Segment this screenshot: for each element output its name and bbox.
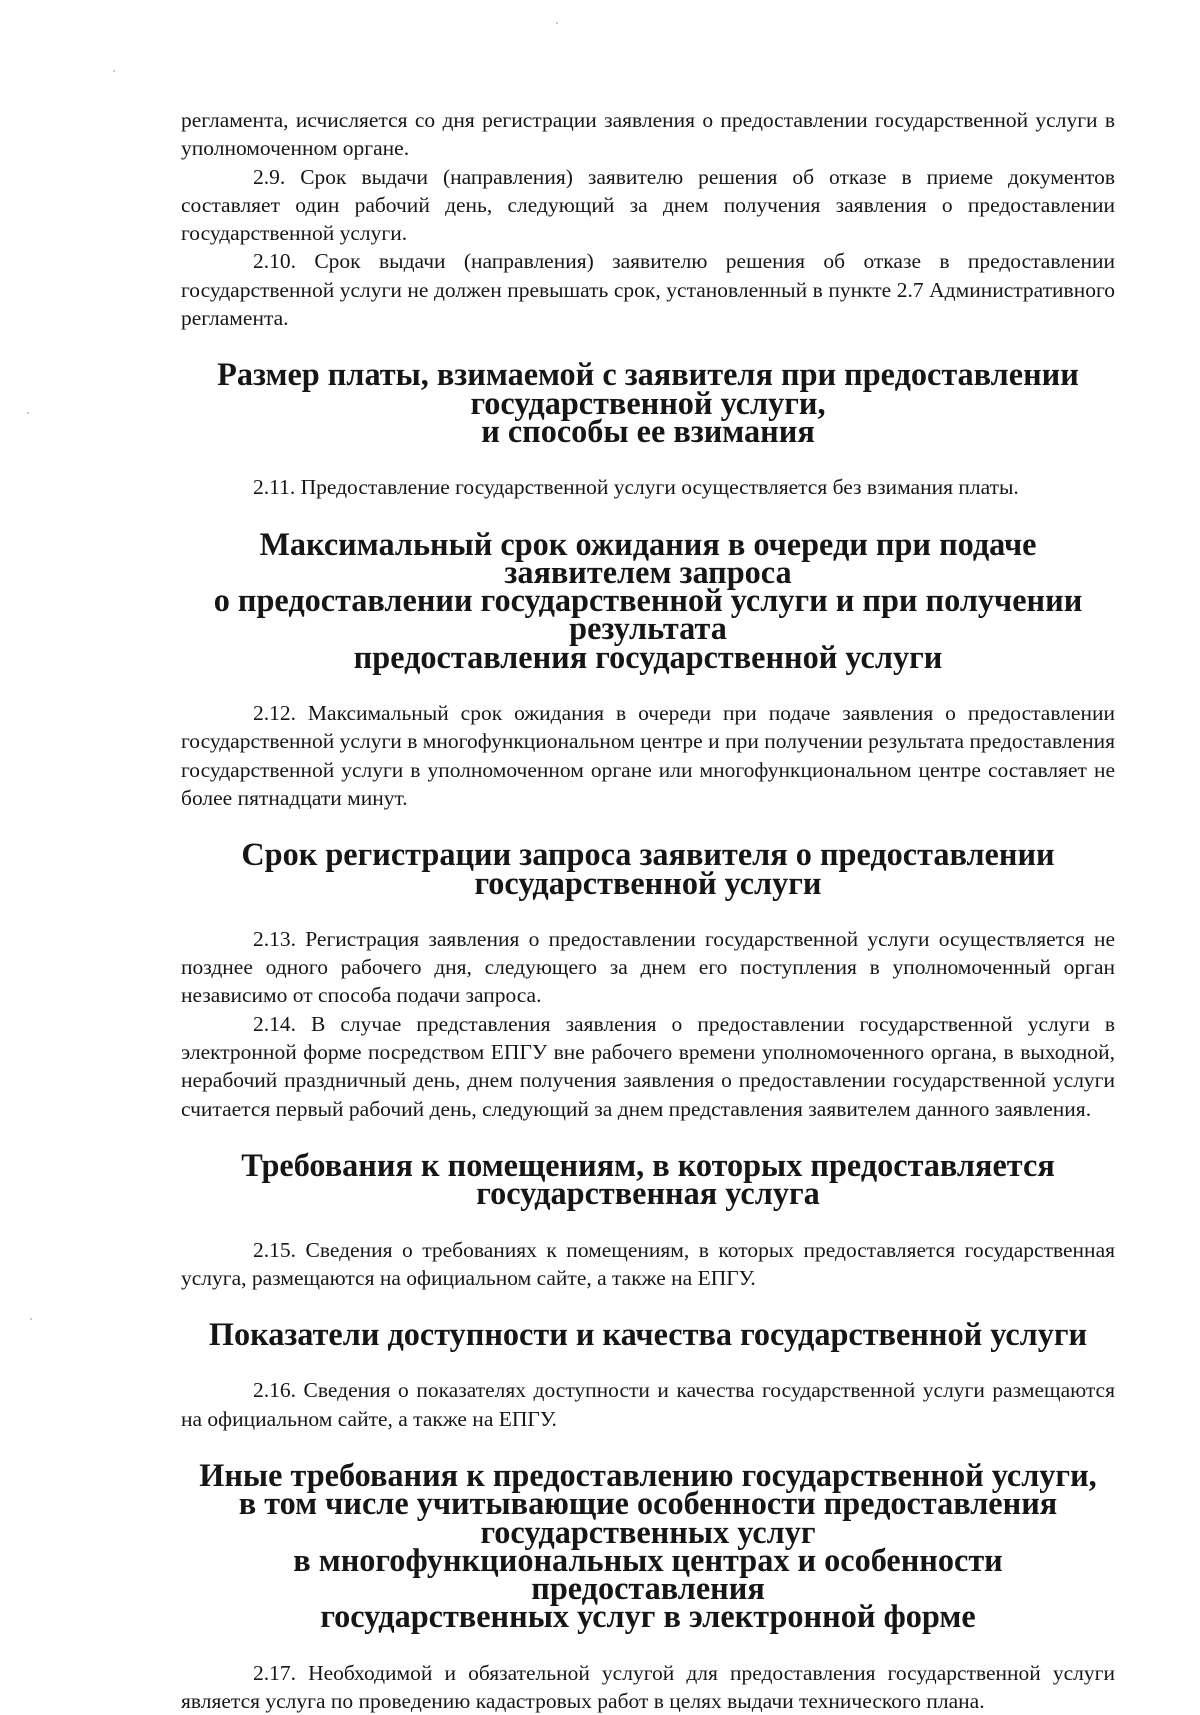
heading-registration-term [181, 836, 1115, 901]
paragraph-2-12: 2.12. Максимальный срок ожидания в очереди при подаче заявления о предоставлении государственной услуги в многофункциональном центре и при получении результата предоставления государственной услуги в уполномоченном органе или многофункциональном центре составляет не более пятнадцати минут. [181, 701, 1115, 810]
heading-line: Срок регистрации запроса заявителя о предоставлении государственной услуги [241, 836, 1055, 901]
heading-queue-time [181, 525, 1115, 675]
heading-line: в том числе учитывающие особенности предоставления государственных услуг [238, 1485, 1058, 1550]
paragraph-2-13: 2.13. Регистрация заявления о предоставлении государственной услуги осуществляется не позднее одного рабочего дня, следующего за днем его поступления в уполномоченный орган независимо от способа подачи запроса. [181, 926, 1115, 1008]
heading-line: и способы ее взимания [481, 412, 815, 449]
paragraph-2-17: 2.17. Необходимой и обязательной услугой для предоставления государственной услуги является услуга по проведению кадастровых работ в целях выдачи технического плана. [181, 1660, 1115, 1714]
heading-line: о предоставлении государственной услуги и при получении результата [213, 582, 1083, 647]
paragraph-2-14: 2.14. В случае представления заявления о предоставлении государственной услуги в электронной форме посредством ЕПГУ вне рабочего времени уполномоченного органа, в выходной, нерабочий праздничный день, днем получения заявления о предоставлении государственной услуги считается первый рабочий день, следующий за днем представления заявителем данного заявления. [181, 1011, 1115, 1121]
heading-line: в многофункциональных центрах и особенности предоставления [293, 1541, 1003, 1607]
scan-speck [30, 1318, 32, 1320]
paragraph-continuation: регламента, исчисляется со дня регистрации заявления о предоставлении государственной услуги в уполномоченном органе. [181, 108, 1115, 161]
heading-line: Иные требования к предоставлению государственной услуги, [199, 1456, 1097, 1493]
paragraph-2-15: 2.15. Сведения о требованиях к помещениям, в которых предоставляется государственная услуга, размещаются на официальном сайте, а также на ЕПГУ. [181, 1237, 1115, 1290]
paragraph-2-9: 2.9. Срок выдачи (направления) заявителю решения об отказе в приеме документов составляет один рабочий день, следующий за днем получения заявления о предоставлении государственной услуги. [181, 164, 1115, 246]
scan-speck [556, 22, 558, 24]
scan-speck [27, 412, 29, 414]
paragraph-2-11: 2.11. Предоставление государственной услуги осуществляется без взимания платы. [253, 475, 1019, 500]
document-page [181, 106, 1115, 1715]
paragraph-2-16: 2.16. Сведения о показателях доступности и качества государственной услуги размещаются на официальном сайте, а также на ЕПГУ. [181, 1378, 1115, 1431]
heading-quality-indicators [181, 1316, 1115, 1353]
heading-premises [181, 1146, 1115, 1212]
heading-line: государственных услуг в электронной форме [320, 1598, 976, 1635]
heading-line: предоставления государственной услуги [353, 638, 943, 675]
heading-line: Требования к помещениям, в которых предоставляется государственная услуга [241, 1146, 1055, 1212]
scan-speck [113, 70, 115, 72]
heading-line: Максимальный срок ожидания в очереди при подаче заявителем запроса [259, 525, 1037, 590]
paragraph-2-10: 2.10. Срок выдачи (направления) заявителю решения об отказе в предоставлении государственной услуги не должен превышать срок, установленный в пункте 2.7 Административного регламента. [181, 249, 1115, 331]
heading-line: Показатели доступности и качества государственной услуги [208, 1316, 1088, 1353]
heading-fee [181, 356, 1115, 449]
heading-other-requirements [181, 1456, 1115, 1635]
heading-line: Размер платы, взимаемой с заявителя при предоставлении государственной услуги, [217, 356, 1079, 421]
